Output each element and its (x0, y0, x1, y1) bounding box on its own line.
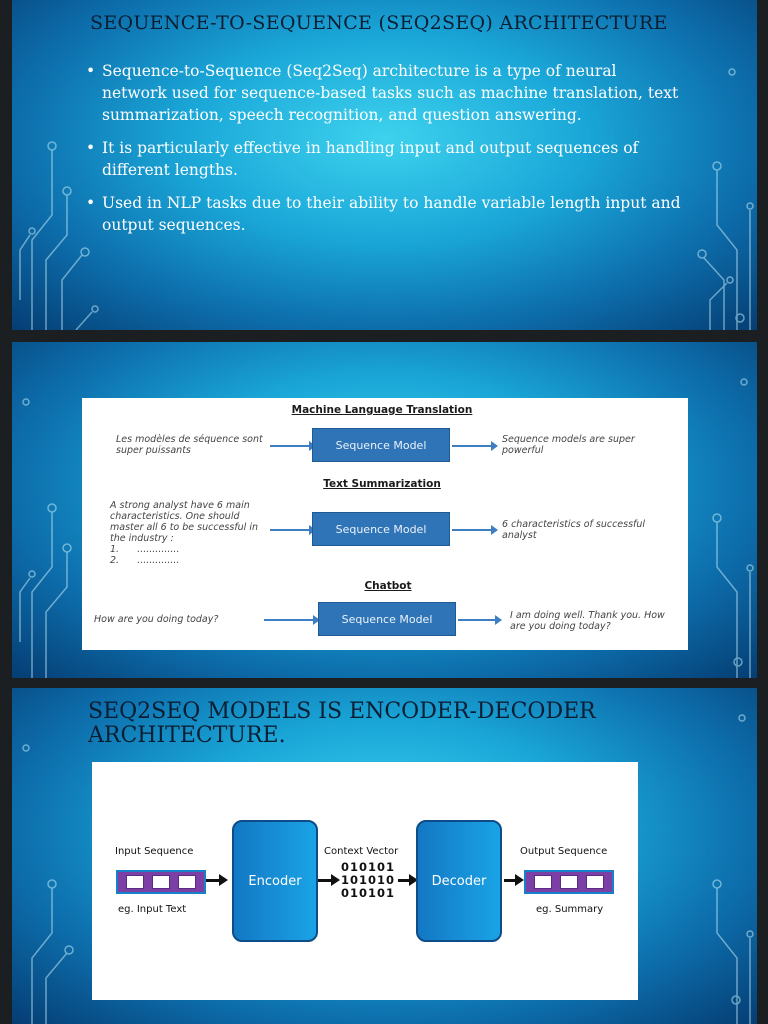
bullet-list (86, 60, 686, 247)
sequence-model-box: Sequence Model (312, 512, 450, 546)
input-sequence-icon (116, 870, 206, 894)
slide-encoder-decoder (12, 688, 757, 1024)
summarization-input: A strong analyst have 6 main characteristics. One should master all 6 to be successful in the industry : (110, 500, 259, 544)
arrow-right-icon (264, 619, 314, 621)
arrow-right-icon (504, 879, 516, 882)
arrow-right-icon (206, 879, 220, 882)
output-sequence-label: Output Sequence (520, 846, 608, 857)
slide-title: SEQ2SEQ MODELS IS ENCODER-DECODER ARCHITECTURE. (88, 699, 596, 748)
bullet-item: • Sequence-to-Sequence (Seq2Seq) architecture is a type of neural network used for sequence-based tasks such as machine translation, text summarization, speech recognition, and question answering. (86, 60, 686, 126)
slide-examples (12, 342, 757, 678)
sequence-model-box: Sequence Model (312, 428, 450, 462)
slide-intro (12, 0, 757, 330)
bit-row: 010101 (340, 886, 395, 900)
arrow-right-icon (270, 529, 310, 531)
input-sequence-label: Input Sequence (115, 846, 194, 857)
chatbot-input: How are you doing today? (94, 614, 219, 625)
bit-row: 010101 (340, 860, 395, 874)
summarization-list-item: 2. .............. (110, 555, 180, 566)
summarization-list-item: 1. .............. (110, 544, 180, 555)
arrow-right-icon (318, 879, 332, 882)
decoder-box: Decoder (416, 820, 502, 942)
section-title-summarization: Text Summarization (323, 478, 441, 490)
translation-input: Les modèles de séquence sont super puissants (116, 434, 263, 456)
encoder-decoder-figure (92, 762, 638, 1000)
arrow-right-icon (452, 445, 492, 447)
arrow-right-icon (458, 619, 496, 621)
slide-title: SEQUENCE-TO-SEQUENCE (SEQ2SEQ) ARCHITECTURE (90, 12, 668, 34)
sequence-model-box: Sequence Model (318, 602, 456, 636)
input-example-label: eg. Input Text (118, 904, 187, 915)
translation-output: Sequence models are super powerful (502, 434, 635, 456)
arrow-right-icon (398, 879, 410, 882)
section-title-chatbot: Chatbot (364, 580, 412, 592)
context-vector-bits (338, 861, 398, 900)
bullet-item: • Used in NLP tasks due to their ability to handle variable length input and output sequences. (86, 192, 686, 236)
bit-row: 101010 (340, 873, 395, 887)
output-example-label: eg. Summary (536, 904, 604, 915)
sequence-examples-figure (82, 398, 688, 650)
encoder-box: Encoder (232, 820, 318, 942)
arrow-right-icon (452, 529, 492, 531)
section-title-translation: Machine Language Translation (291, 404, 473, 416)
bullet-item: • It is particularly effective in handling input and output sequences of different lengths. (86, 137, 686, 181)
output-sequence-icon (524, 870, 614, 894)
arrow-right-icon (270, 445, 310, 447)
context-vector-label: Context Vector (324, 846, 399, 857)
chatbot-output: I am doing well. Thank you. How are you doing today? (510, 610, 665, 632)
summarization-output: 6 characteristics of successful analyst (502, 519, 646, 541)
